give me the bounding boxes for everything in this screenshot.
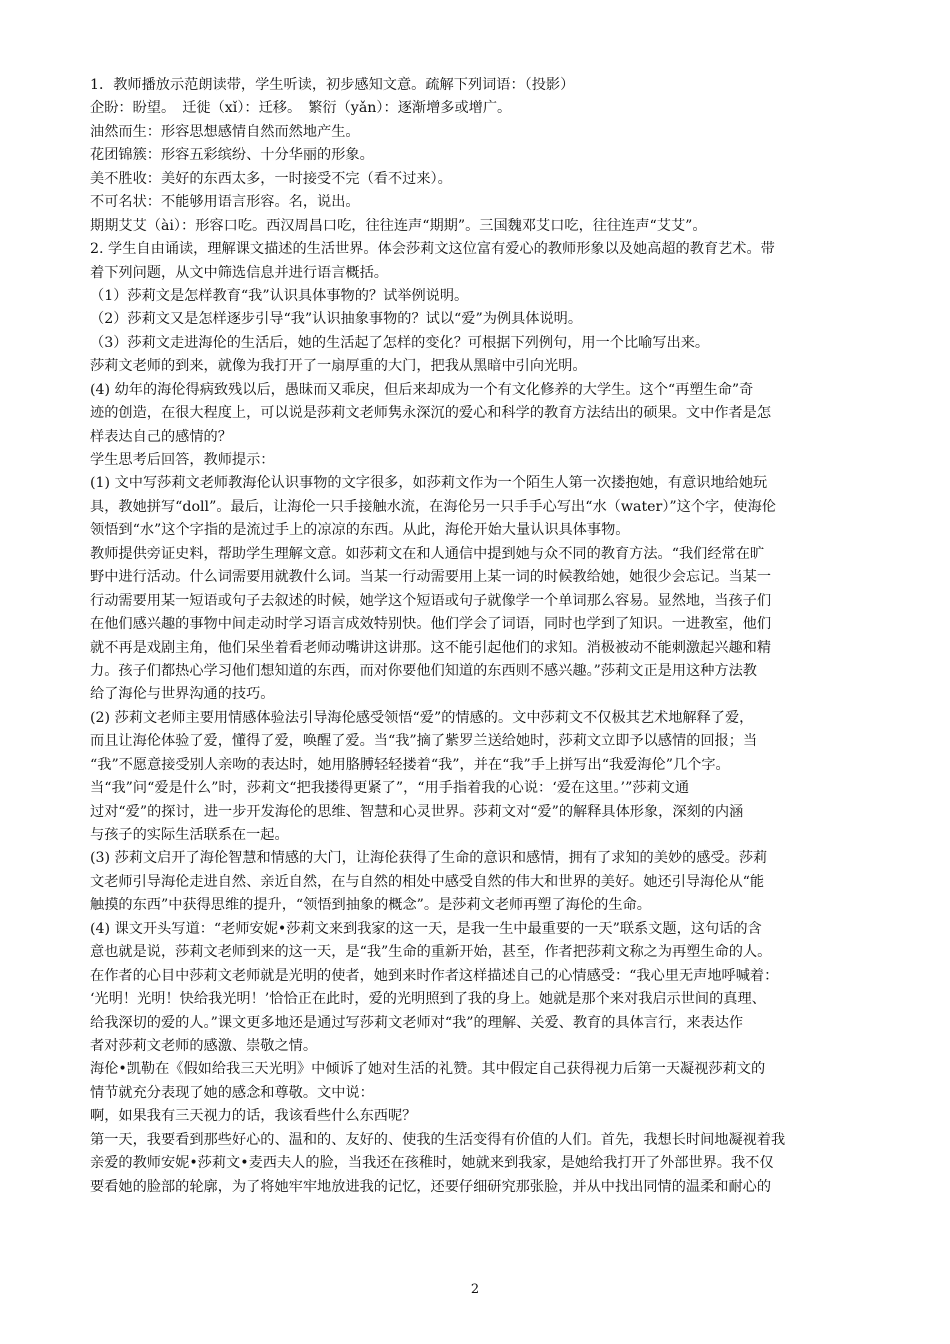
text-line: 莎莉文老师的到来，就像为我打开了一扇厚重的大门，把我从黑暗中引向光明。 [90, 358, 587, 375]
text-line: 2. 学生自由诵读，理解课文描述的生活世界。体会莎莉文这位富有爱心的教师形象以及她高超的教育艺术。带 [90, 241, 775, 258]
text-line: 领悟到“水”这个字指的是流过手上的凉凉的东西。从此，海伦开始大量认识具体事物。 [90, 522, 630, 539]
text-line: 第一天，我要看到那些好心的、温和的、友好的、使我的生活变得有价值的人们。首先，我想长时间地凝视着我 [90, 1131, 786, 1148]
text-line: “我”不愿意接受别人亲吻的表达时，她用胳膊轻轻搂着“我”，并在“我”手上拼写出“我爱海伦”几个字。 [90, 756, 730, 773]
text-line: 与孩子的实际生活联系在一起。 [90, 827, 289, 843]
text-line: ‘光明！光明！快给我光明！’恰恰正在此时，爱的光明照到了我的身上。她就是那个来对我启示世间的真理、 [90, 991, 766, 1008]
text-line: （1）莎莉文是怎样教育“我”认识具体事物的？试举例说明。 [90, 287, 469, 304]
text-line: （3）莎莉文走进海伦的生活后，她的生活起了怎样的变化？可根据下列例句，用一个比喻写出来。 [90, 334, 710, 351]
document-body [90, 74, 890, 1199]
text-line: 触摸的东西”中获得思维的提升，“领悟到抽象的概念”。是莎莉文老师再塑了海伦的生命。 [90, 897, 651, 914]
text-line: 美不胜收：美好的东西太多，一时接受不完（看不过来）。 [90, 170, 452, 187]
text-line: 而且让海伦体验了爱，懂得了爱，唤醒了爱。当“我”摘了紫罗兰送给她时，莎莉文立即予以感情的回报；当 [90, 733, 758, 750]
text-line: 着下列问题，从文中筛选信息并进行语言概括。 [90, 264, 388, 281]
text-line: 迹的创造，在很大程度上，可以说是莎莉文老师隽永深沉的爱心和科学的教育方法结出的硕果。文中作者是怎 [90, 405, 772, 422]
text-line: 要看她的脸部的轮廓，为了将她牢牢地放进我的记忆，还要仔细研究那张脸，并从中找出同情的温柔和耐心的 [90, 1178, 772, 1195]
text-line: (4) 幼年的海伦得病致残以后，愚昧而又乖戾，但后来却成为一个有文化修养的大学生。这个“再塑生命”奇 [90, 381, 754, 398]
text-line: 海伦•凯勒在《假如给我三天光明》中倾诉了她对生活的礼赞。其中假定自己获得视力后第一天凝视莎莉文的 [90, 1061, 766, 1078]
text-line: 行动需要用某一短语或句子去叙述的时候，她学这个短语或句子就像学一个单词那么容易。显然地，当孩子们 [90, 592, 772, 609]
text-line: 情节就充分表现了她的感念和尊敬。文中说： [90, 1084, 374, 1101]
text-line: (2) 莎莉文老师主要用情感体验法引导海伦感受领悟“爱”的情感的。文中莎莉文不仅极其艺术地解释了爱， [90, 709, 754, 726]
text-line: 力。孩子们都热心学习他们想知道的东西，而对你要他们知道的东西则不感兴趣。”莎莉文正是用这种方法教 [90, 662, 757, 679]
text-line: （2）莎莉文又是怎样逐步引导“我”认识抽象事物的？试以“爱”为例具体说明。 [90, 311, 583, 328]
text-line: 1．教师播放示范朗读带，学生听读，初步感知文意。疏解下列词语：（投影） [90, 77, 575, 93]
text-line: 给了海伦与世界沟通的技巧。 [90, 686, 275, 703]
text-line: 学生思考后回答，教师提示： [90, 452, 275, 468]
text-line: 在作者的心目中莎莉文老师就是光明的使者，她到来时作者这样描述自己的心情感受：“我心里无声地呼喊着： [90, 967, 779, 984]
text-line: 样表达自己的感情的？ [90, 428, 232, 445]
text-line: 给我深切的爱的人。”课文更多地还是通过写莎莉文老师对“我”的理解、关爱、教育的具体言行，来表达作 [90, 1014, 744, 1031]
text-line: 油然而生：形容思想感情自然而然地产生。 [90, 123, 360, 140]
text-line: 就不再是戏剧主角，他们呆坐着看老师动嘴讲这讲那。这不能引起他们的求知。消极被动不能刺激起兴趣和精 [90, 639, 772, 656]
page-number: 2 [470, 1282, 480, 1297]
text-line: 教师提供旁证史料，帮助学生理解文意。如莎莉文在和人通信中提到她与众不同的教育方法。“我们经常在旷 [90, 545, 765, 562]
text-line: 过对“爱”的探讨，进一步开发海伦的思维、智慧和心灵世界。莎莉文对“爱”的解释具体形象，深刻的内涵 [90, 803, 744, 820]
text-line: 在他们感兴趣的事物中间走动时学习语言成效特别快。他们学会了词语，同时也学到了知识。一进教室，他们 [90, 616, 772, 633]
text-line: 期期艾艾（ài）：形容口吃。西汉周昌口吃，往往连声“期期”。三国魏邓艾口吃，往往连声“艾艾”。 [90, 217, 707, 234]
text-line: 文老师引导海伦走进自然、亲近自然，在与自然的相处中感受自然的伟大和世界的美好。她还引导海伦从“能 [90, 873, 765, 890]
text-line: 野中进行活动。什么词需要用就教什么词。当某一行动需要用上某一词的时候教给她，她很少会忘记。当某一 [90, 569, 772, 586]
text-line: 者对莎莉文老师的感激、崇敬之情。 [90, 1037, 318, 1054]
text-line: (4) 课文开头写道：“老师安妮•莎莉文来到我家的这一天，是我一生中最重要的一天”联系文题，这句话的含 [90, 920, 762, 937]
text-line: 具，教她拼写“doll”。最后，让海伦一只手接触水流，在海伦另一只手手心写出“水（water）”这个字，使海伦 [90, 498, 776, 515]
text-line: 企盼：盼望。 迁徙（xǐ）：迁移。 繁衍（yǎn）：逐渐增多或增广。 [90, 100, 512, 117]
text-line: 不可名状：不能够用语言形容。名，说出。 [90, 194, 360, 211]
text-line: 意也就是说，莎莉文老师到来的这一天，是“我”生命的重新开始，甚至，作者把莎莉文称之为再塑生命的人。 [90, 944, 772, 961]
text-line: 花团锦簇：形容五彩缤纷、十分华丽的形象。 [90, 147, 374, 164]
text-line: (3) 莎莉文启开了海伦智慧和情感的大门，让海伦获得了生命的意识和感情，拥有了求知的美妙的感受。莎莉 [90, 850, 768, 867]
text-line: 当“我”问“爱是什么”时，莎莉文“把我搂得更紧了”，“用手指着我的心说：‘爱在这里。’”莎莉文通 [90, 780, 690, 797]
text-line: 啊，如果我有三天视力的话，我该看些什么东西呢？ [90, 1108, 417, 1125]
text-line: 亲爱的教师安妮•莎莉文•麦西夫人的脸，当我还在孩稚时，她就来到我家，是她给我打开了外部世界。我不仅 [90, 1155, 774, 1172]
text-line: (1) 文中写莎莉文老师教海伦认识事物的文字很多，如莎莉文作为一个陌生人第一次搂抱她，有意识地给她玩 [90, 475, 768, 492]
